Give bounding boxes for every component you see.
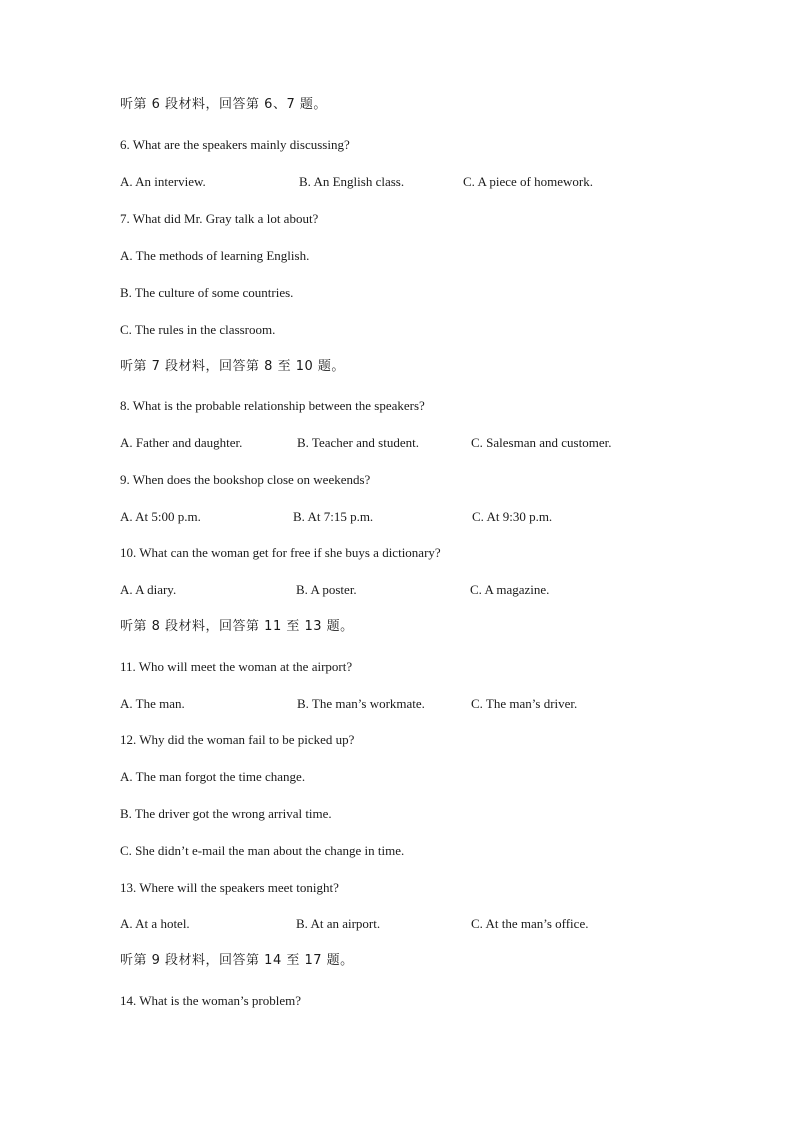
section-instruction: 听第 7 段材料，回答第 8 至 10 题。 xyxy=(120,359,345,374)
option-a: A. At 5:00 p.m. xyxy=(120,509,201,524)
option-c: C. A magazine. xyxy=(470,582,550,597)
question-stem: 7. What did Mr. Gray talk a lot about? xyxy=(120,211,319,226)
question-stem: 13. Where will the speakers meet tonight? xyxy=(120,880,339,895)
option-a: A. At a hotel. xyxy=(120,916,190,931)
option-c: C. The rules in the classroom. xyxy=(120,322,276,337)
option-a: A. The man forgot the time change. xyxy=(120,769,306,784)
option-c: C. Salesman and customer. xyxy=(471,435,612,450)
question-stem: 9. When does the bookshop close on weekends? xyxy=(120,472,371,487)
question-stem: 11. Who will meet the woman at the airport? xyxy=(120,659,353,674)
option-c: C. She didn’t e-mail the man about the change in time. xyxy=(120,843,405,858)
option-c: C. A piece of homework. xyxy=(463,174,593,189)
option-a: A. An interview. xyxy=(120,174,206,189)
option-c: C. At the man’s office. xyxy=(471,916,589,931)
section-instruction: 听第 6 段材料，回答第 6、7 题。 xyxy=(120,97,327,112)
option-b: B. A poster. xyxy=(296,582,357,597)
option-b: B. At an airport. xyxy=(296,916,381,931)
question-stem: 12. Why did the woman fail to be picked up? xyxy=(120,732,355,747)
question-stem: 14. What is the woman’s problem? xyxy=(120,993,302,1008)
option-a: A. The man. xyxy=(120,696,185,711)
section-instruction: 听第 9 段材料，回答第 14 至 17 题。 xyxy=(120,953,354,968)
option-a: A. The methods of learning English. xyxy=(120,248,310,263)
option-c: C. The man’s driver. xyxy=(471,696,578,711)
question-stem: 8. What is the probable relationship between the speakers? xyxy=(120,398,425,413)
question-stem: 10. What can the woman get for free if she buys a dictionary? xyxy=(120,545,441,560)
option-b: B. Teacher and student. xyxy=(297,435,419,450)
option-c: C. At 9:30 p.m. xyxy=(472,509,553,524)
option-b: B. The culture of some countries. xyxy=(120,285,294,300)
option-b: B. At 7:15 p.m. xyxy=(293,509,374,524)
section-instruction: 听第 8 段材料，回答第 11 至 13 题。 xyxy=(120,619,354,634)
option-b: B. The man’s workmate. xyxy=(297,696,425,711)
option-b: B. The driver got the wrong arrival time. xyxy=(120,806,332,821)
option-b: B. An English class. xyxy=(299,174,405,189)
option-a: A. Father and daughter. xyxy=(120,435,243,450)
option-a: A. A diary. xyxy=(120,582,177,597)
question-stem: 6. What are the speakers mainly discussing? xyxy=(120,137,350,152)
